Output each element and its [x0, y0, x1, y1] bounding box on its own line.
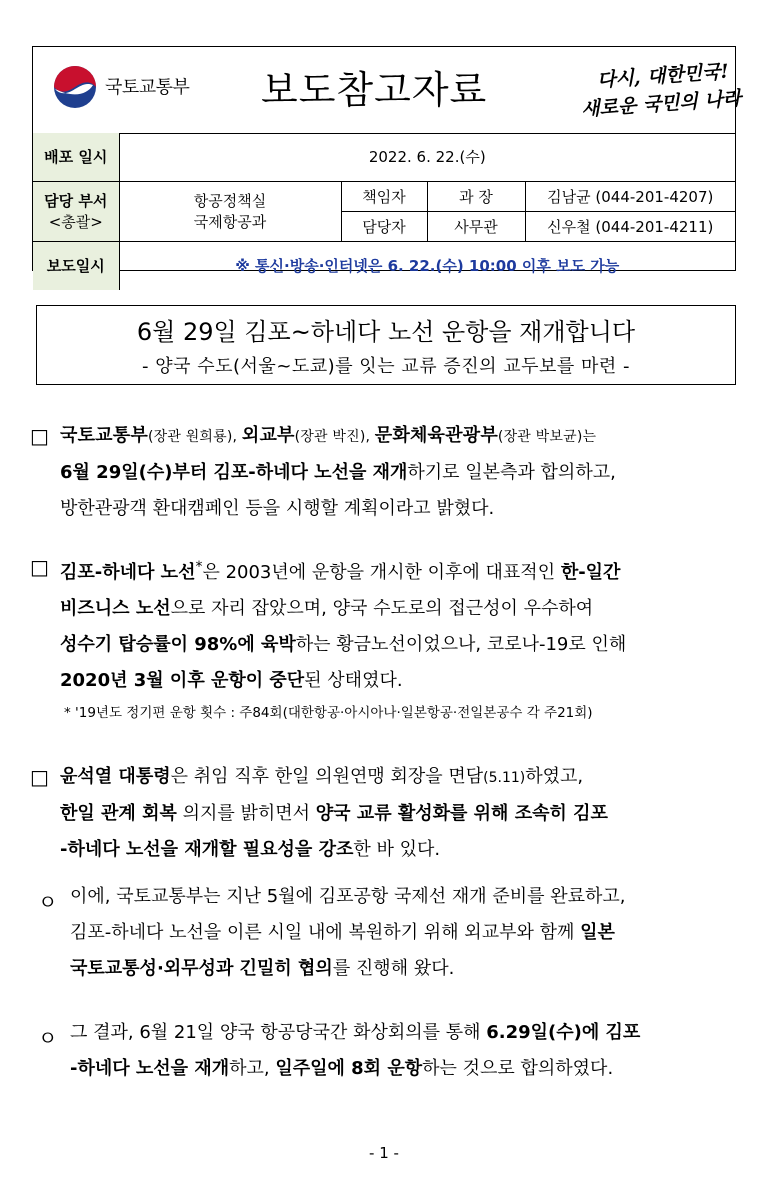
circle-bullet: ㅇ — [38, 890, 58, 914]
paragraph-5 — [70, 1015, 738, 1087]
paragraph-4 — [70, 879, 738, 987]
p5-e: 일주일에 8회 운항 — [275, 1058, 423, 1079]
p5-c: -하네다 노선을 재개 — [70, 1058, 230, 1079]
slogan-calligraphy — [569, 55, 742, 125]
manager-name: 김남균 (044-201-4207) — [525, 181, 735, 211]
ministry-name: 국토교통부 — [105, 77, 190, 98]
square-bullet: □ — [30, 424, 49, 448]
p2-j: 된 상태였다. — [304, 670, 403, 691]
p4-c: 일본 — [580, 922, 615, 943]
p3-a: 윤석열 대통령 — [60, 766, 171, 787]
p3-e: 한일 관계 회복 — [60, 803, 177, 824]
release-label: 보도일시 — [33, 241, 119, 290]
p5-a: 그 결과, 6월 21일 양국 항공당국간 화상회의를 통해 — [70, 1022, 487, 1043]
staff-title: 사무관 — [427, 211, 525, 241]
p4-a: 이에, 국토교통부는 지난 5월에 김포공항 국제선 재개 준비를 완료하고, — [70, 886, 626, 907]
circle-bullet: ㅇ — [38, 1026, 58, 1050]
press-release-header — [32, 46, 742, 276]
headline-title: 6월 29일 김포~하네다 노선 운항을 재개합니다 — [136, 318, 636, 346]
dept-division: 국제항공과 — [193, 213, 267, 231]
paragraph-2 — [60, 549, 740, 699]
p5-f: 하는 것으로 합의하였다. — [422, 1058, 614, 1079]
p1-a: 국토교통부 — [60, 425, 148, 446]
p2-h: 하는 황금노선이었으나, 코로나-19로 인해 — [295, 634, 627, 655]
p5-b: 6.29일(수)에 김포 — [486, 1022, 641, 1043]
p2-c: 은 2003년에 운항을 개시한 이후에 대표적인 — [202, 562, 561, 583]
slogan-line-1: 다시, 대한민국! — [596, 60, 730, 92]
p2-a: 김포-하네다 노선 — [60, 562, 196, 583]
p1-f: (장관 박보균)는 — [497, 429, 597, 445]
slogan-line-2: 새로운 국민의 나라 — [580, 87, 742, 121]
p1-i: 방한관광객 환대캠페인 등을 시행할 계획이라고 밝혔다. — [60, 498, 495, 519]
p2-f: 으로 자리 잡았으며, 양국 수도로의 접근성이 우수하여 — [170, 598, 594, 619]
government-logo-icon — [53, 65, 97, 109]
p2-g: 성수기 탑승률이 98%에 육박 — [60, 634, 296, 655]
staff-label: 담당자 — [341, 211, 427, 241]
page-number: - 1 - — [369, 1144, 399, 1162]
dept-label-cell — [33, 181, 119, 241]
manager-label: 책임자 — [341, 181, 427, 211]
p1-e: 문화체육관광부 — [374, 425, 498, 446]
headline-subtitle: - 양국 수도(서울~도쿄)를 잇는 교류 증진의 교두보를 마련 - — [142, 356, 630, 377]
p1-g: 6월 29일(수)부터 김포-하네다 노선을 재개 — [60, 462, 408, 483]
p3-i: 한 바 있다. — [353, 839, 441, 860]
document-type-title: 보도참고자료 — [261, 68, 488, 112]
dept-sub-label: <총괄> — [48, 213, 103, 231]
staff-name: 신우철 (044-201-4211) — [525, 211, 735, 241]
p1-c: 외교부 — [241, 425, 295, 446]
p4-b: 김포-하네다 노선을 이른 시일 내에 복원하기 위해 외교부와 함께 — [70, 922, 581, 943]
paragraph-3 — [60, 759, 740, 868]
distribution-date: 2022. 6. 22.(수) — [119, 133, 735, 181]
dept-office: 항공정책실 — [193, 192, 267, 210]
release-embargo-note: ※ 통신·방송·인터넷은 6. 22.(수) 10:00 이후 보도 가능 — [119, 241, 735, 290]
p2-i: 2020년 3월 이후 운항이 중단 — [60, 670, 305, 691]
p1-d: (장관 박진), — [294, 429, 375, 445]
dept-cell — [119, 181, 341, 241]
release-info-table — [33, 133, 735, 290]
header-bar — [33, 47, 742, 134]
distribution-label: 배포 일시 — [33, 133, 119, 181]
p3-h: -하네다 노선을 재개할 필요성을 강조 — [60, 839, 354, 860]
square-bullet: □ — [30, 555, 49, 579]
headline-box — [36, 305, 736, 385]
p3-d: 하였고, — [525, 766, 584, 787]
p4-e: 를 진행해 왔다. — [332, 958, 455, 979]
p2-d: 한-일간 — [560, 562, 621, 583]
p3-c: (5.11) — [483, 770, 526, 786]
dept-label: 담당 부서 — [44, 192, 108, 210]
square-bullet: □ — [30, 765, 49, 789]
p5-d: 하고, — [229, 1058, 276, 1079]
manager-title: 과 장 — [427, 181, 525, 211]
p4-d: 국토교통성·외무성과 긴밀히 협의 — [70, 958, 333, 979]
p1-h: 하기로 일본측과 합의하고, — [407, 462, 616, 483]
p2-e: 비즈니스 노선 — [60, 598, 171, 619]
p2-b: * — [195, 559, 203, 575]
p3-f: 의지를 밝히면서 — [176, 803, 316, 824]
footnote: * '19년도 정기편 운항 횟수 : 주84회(대한항공·아시아나·일본항공·전일본공수 각 주21회) — [64, 705, 593, 721]
p1-b: (장관 원희룡), — [147, 429, 242, 445]
p3-g: 양국 교류 활성화를 위해 조속히 김포 — [315, 803, 608, 824]
p3-b: 은 취임 직후 한일 의원연맹 회장을 면담 — [170, 766, 484, 787]
paragraph-1 — [60, 418, 740, 527]
